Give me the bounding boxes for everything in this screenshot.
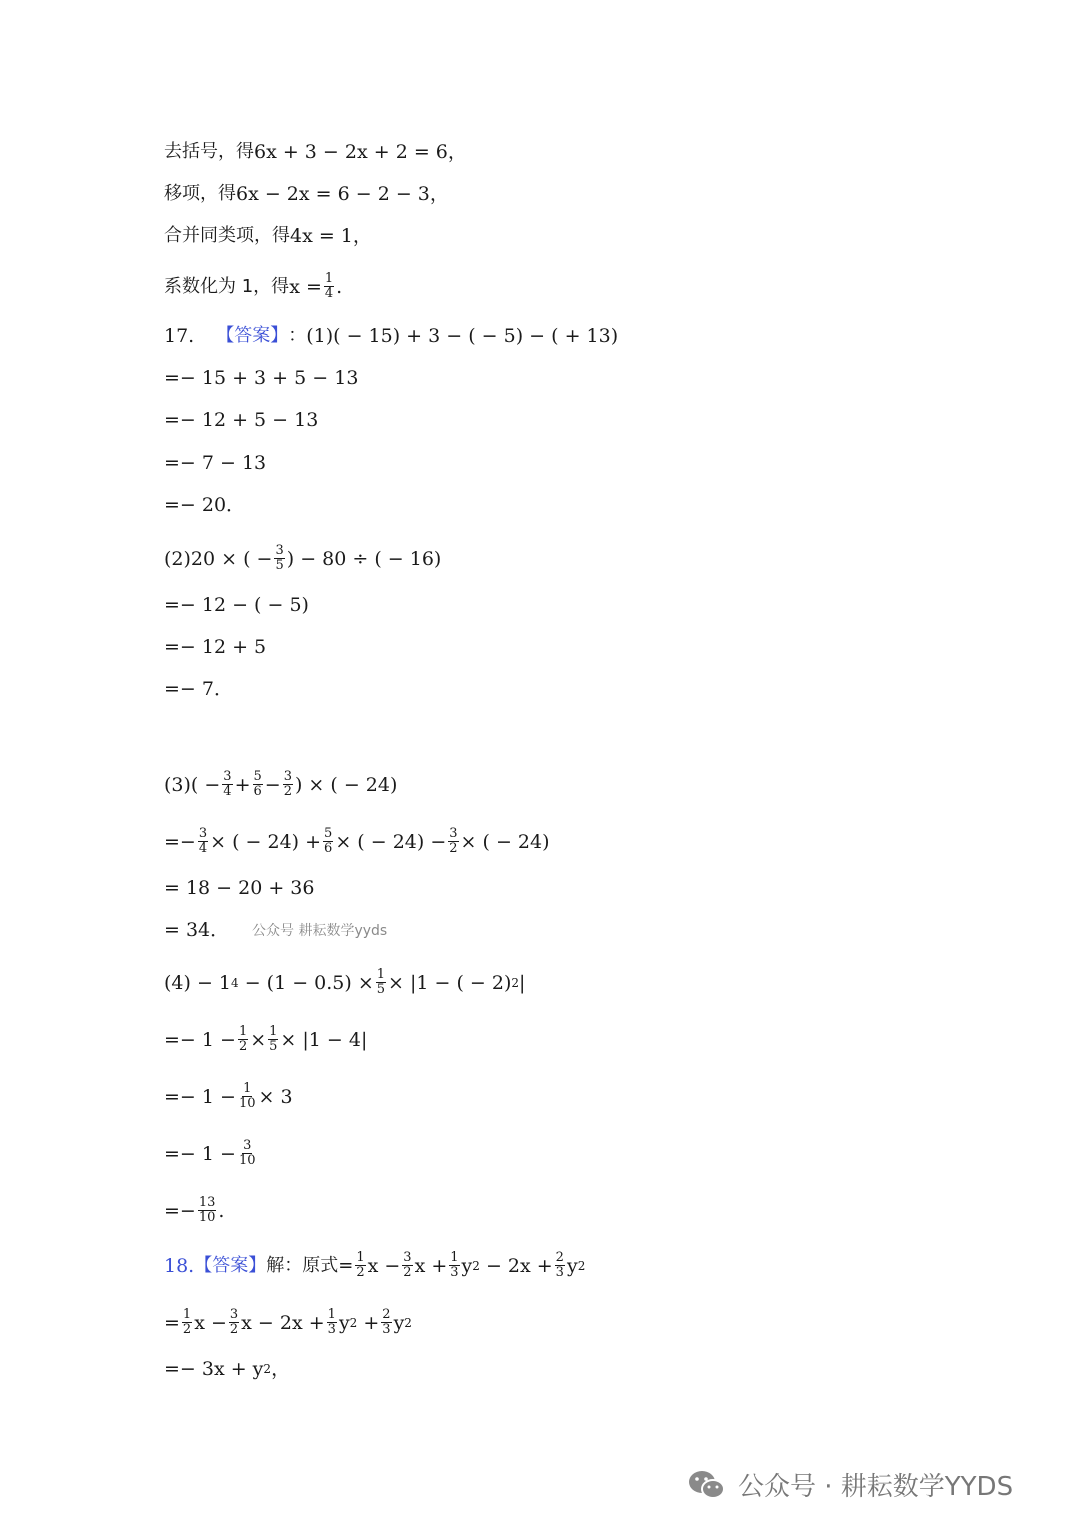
question-18-header: 18. 【答案】 解：原式= $\frac{1}{2}$ x − $\frac{3}{2}$ x + $\frac{1}{3}$ y 2 − 2x + $\frac{2}{3}$ y 2 (164, 1250, 586, 1280)
solution-line: (4) − 1 4 − (1 − 0.5) × $\frac{1}{5}$ × |1 − ( − 2) 2 | (164, 967, 526, 997)
solution-line: =− 7． (164, 678, 233, 700)
fraction: $\frac{3}{4}$ (223, 769, 232, 799)
solution-line: =− 1 − $\frac{1}{10}$ × 3 (164, 1081, 293, 1111)
fraction: $\frac{1}{5}$ (269, 1024, 278, 1054)
solution-line: =− $\frac{3}{4}$ × ( − 24) + $\frac{5}{6}$ × ( − 24) − $\frac{3}{2}$ × ( − 24) (164, 826, 550, 856)
solution-line: =− $\frac{13}{10}$ . (164, 1195, 225, 1225)
solution-line: =− 1 − $\frac{1}{2}$ × $\frac{1}{5}$ × |1 − 4| (164, 1024, 368, 1054)
fraction: $\frac{5}{6}$ (253, 769, 262, 799)
question-number: 18. (164, 1254, 195, 1277)
solution-line: (2)20 × ( − $\frac{3}{5}$ ) − 80 ÷ ( − 16) (164, 543, 442, 573)
solution-line: =− 12 + 5 − 13 (164, 409, 319, 431)
fraction: $\frac{1}{2}$ (182, 1307, 192, 1337)
solution-line: =− 20． (164, 494, 246, 516)
solution-line: =− 7 − 13 (164, 452, 267, 474)
fraction: $\frac{3}{2}$ (283, 769, 292, 799)
solution-line: =− 1 − $\frac{3}{10}$ (164, 1138, 256, 1168)
fraction: $\frac{1}{4}$ (324, 271, 334, 301)
solution-line: = $\frac{1}{2}$ x − $\frac{3}{2}$ x − 2x + $\frac{1}{3}$ y 2 + $\frac{2}{3}$ y 2 (164, 1307, 412, 1337)
fraction: $\frac{1}{5}$ (376, 967, 386, 997)
question-number: 17. (164, 325, 195, 347)
solution-line: 系数化为 1，得 x = $\frac{1}{4}$ . (164, 271, 343, 301)
solution-line: =− 15 + 3 + 5 − 13 (164, 367, 359, 389)
fraction: $\frac{3}{2}$ (229, 1307, 239, 1337)
fraction: $\frac{2}{3}$ (382, 1307, 391, 1337)
solution-line: =− 12 − ( − 5) (164, 594, 309, 616)
solution-line: = 34． (164, 919, 230, 941)
watermark: 公众号 耕耘数学yyds (252, 923, 388, 939)
answer-tag: 【答案】 (216, 325, 289, 346)
fraction: $\frac{3}{4}$ (198, 826, 208, 856)
solution-line: =− 12 + 5 (164, 636, 267, 658)
solution-line: = 18 − 20 + 36 (164, 877, 315, 899)
fraction: $\frac{1}{10}$ (238, 1081, 256, 1111)
solution-line: 合并同类项，得 4x = 1， (164, 225, 372, 247)
solution-line: 移项，得 6x − 2x = 6 − 2 − 3， (164, 183, 449, 205)
fraction: $\frac{13}{10}$ (198, 1195, 216, 1225)
question-17-header: 17. 【答案】 ： (1)( − 15) + 3 − ( − 5) − ( + 13) (164, 325, 619, 347)
fraction: $\frac{3}{2}$ (449, 826, 458, 856)
answer-tag: 【答案】 (194, 1254, 267, 1276)
solution-line: =− 3x + y 2 ， (164, 1358, 291, 1380)
fraction: $\frac{3}{2}$ (403, 1250, 412, 1280)
wechat-icon (688, 1469, 726, 1501)
solution-line: 去括号，得 6x + 3 − 2x + 2 = 6， (164, 141, 467, 163)
fraction: $\frac{3}{5}$ (275, 543, 284, 573)
fraction: $\frac{1}{2}$ (238, 1024, 248, 1054)
solution-line: (3)( − $\frac{3}{4}$ + $\frac{5}{6}$ − $\frac{3}{2}$ ) × ( − 24) (164, 769, 398, 799)
fraction: $\frac{3}{10}$ (238, 1138, 256, 1168)
fraction: $\frac{1}{3}$ (327, 1307, 336, 1337)
fraction: $\frac{1}{2}$ (356, 1250, 365, 1280)
fraction: $\frac{1}{3}$ (450, 1250, 459, 1280)
fraction: $\frac{5}{6}$ (324, 826, 333, 856)
fraction: $\frac{2}{3}$ (555, 1250, 564, 1280)
footer-text: 公众号 · 耕耘数学YYDS (738, 1472, 1014, 1502)
footer-brand (688, 1466, 1013, 1503)
